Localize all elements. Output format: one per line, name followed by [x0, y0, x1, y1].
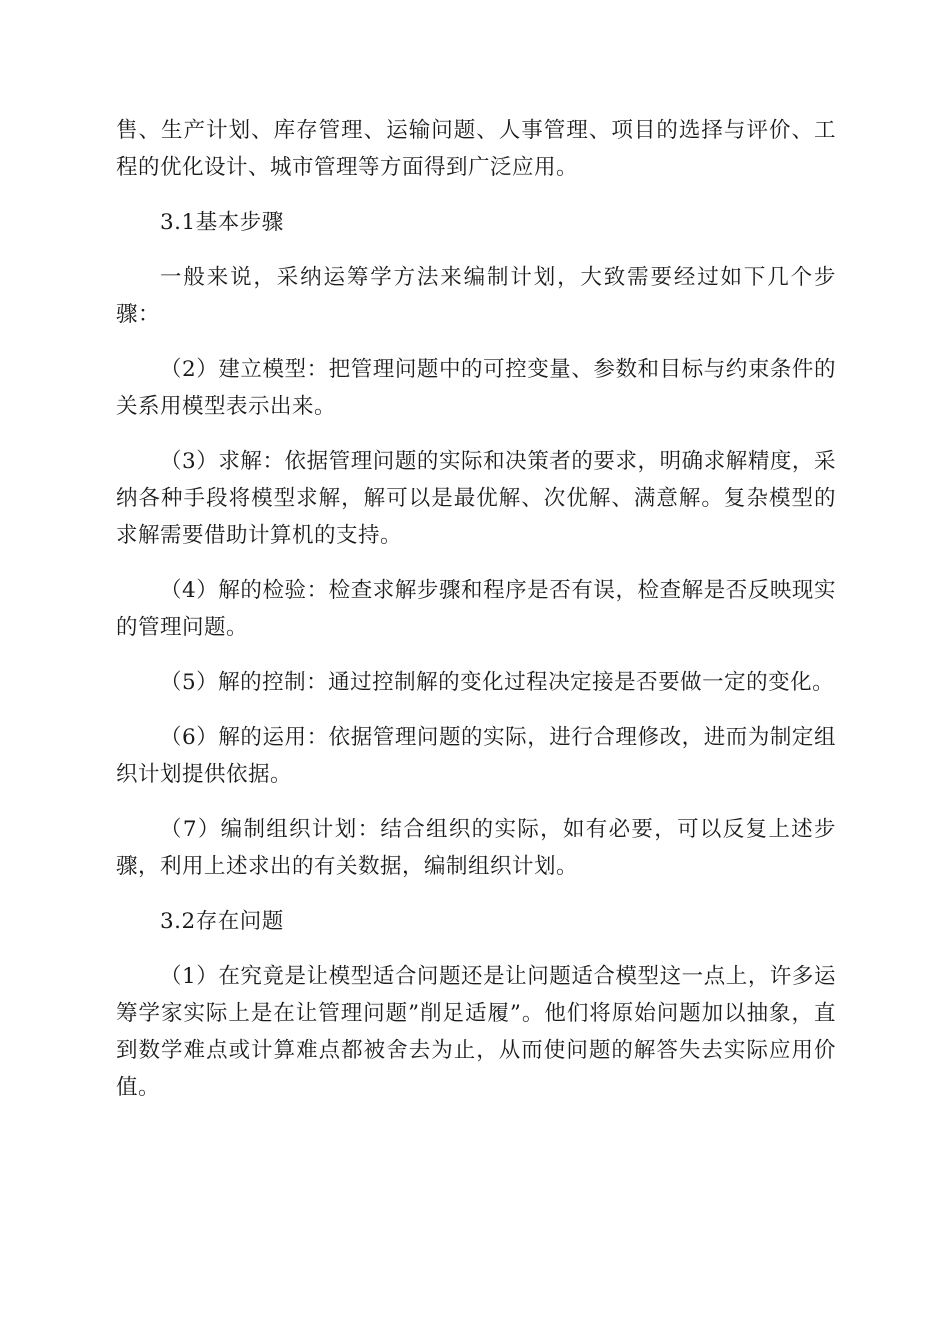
paragraph-step-3: （3）求解：依据管理问题的实际和决策者的要求，明确求解精度，采纳各种手段将模型求解，解可以是最优解、次优解、满意解。复杂模型的求解需要借助计算机的支持。 — [116, 449, 836, 548]
paragraph-continued: 售、生产计划、库存管理、运输问题、人事管理、项目的选择与评价、工程的优化设计、城市管理等方面得到广泛应用。 — [116, 118, 836, 180]
paragraph-step-4: （4）解的检验：检查求解步骤和程序是否有误，检查解是否反映现实的管理问题。 — [116, 578, 836, 640]
paragraph-problem-1: （1）在究竟是让模型适合问题还是让问题适合模型这一点上，许多运筹学家实际上是在让管理问题”削足适履”。他们将原始问题加以抽象，直到数学难点或计算难点都被舍去为止，从而使问题的解答失去实际应用价值。 — [116, 964, 836, 1100]
paragraph-step-6: （6）解的运用：依据管理问题的实际，进行合理修改，进而为制定组织计划提供依据。 — [116, 725, 836, 787]
document-body — [116, 112, 836, 1124]
paragraph-step-5: （5）解的控制：通过控制解的变化过程决定接是否要做一定的变化。 — [160, 670, 835, 695]
section-heading-3-2: 3.2存在问题 — [160, 909, 284, 934]
section-heading-3-1: 3.1基本步骤 — [160, 210, 284, 235]
paragraph-step-7: （7）编制组织计划：结合组织的实际，如有必要，可以反复上述步骤，利用上述求出的有关数据，编制组织计划。 — [116, 817, 836, 879]
paragraph-intro: 一般来说，采纳运筹学方法来编制计划，大致需要经过如下几个步骤： — [116, 265, 836, 327]
paragraph-step-2: （2）建立模型：把管理问题中的可控变量、参数和目标与约束条件的关系用模型表示出来。 — [116, 357, 836, 419]
